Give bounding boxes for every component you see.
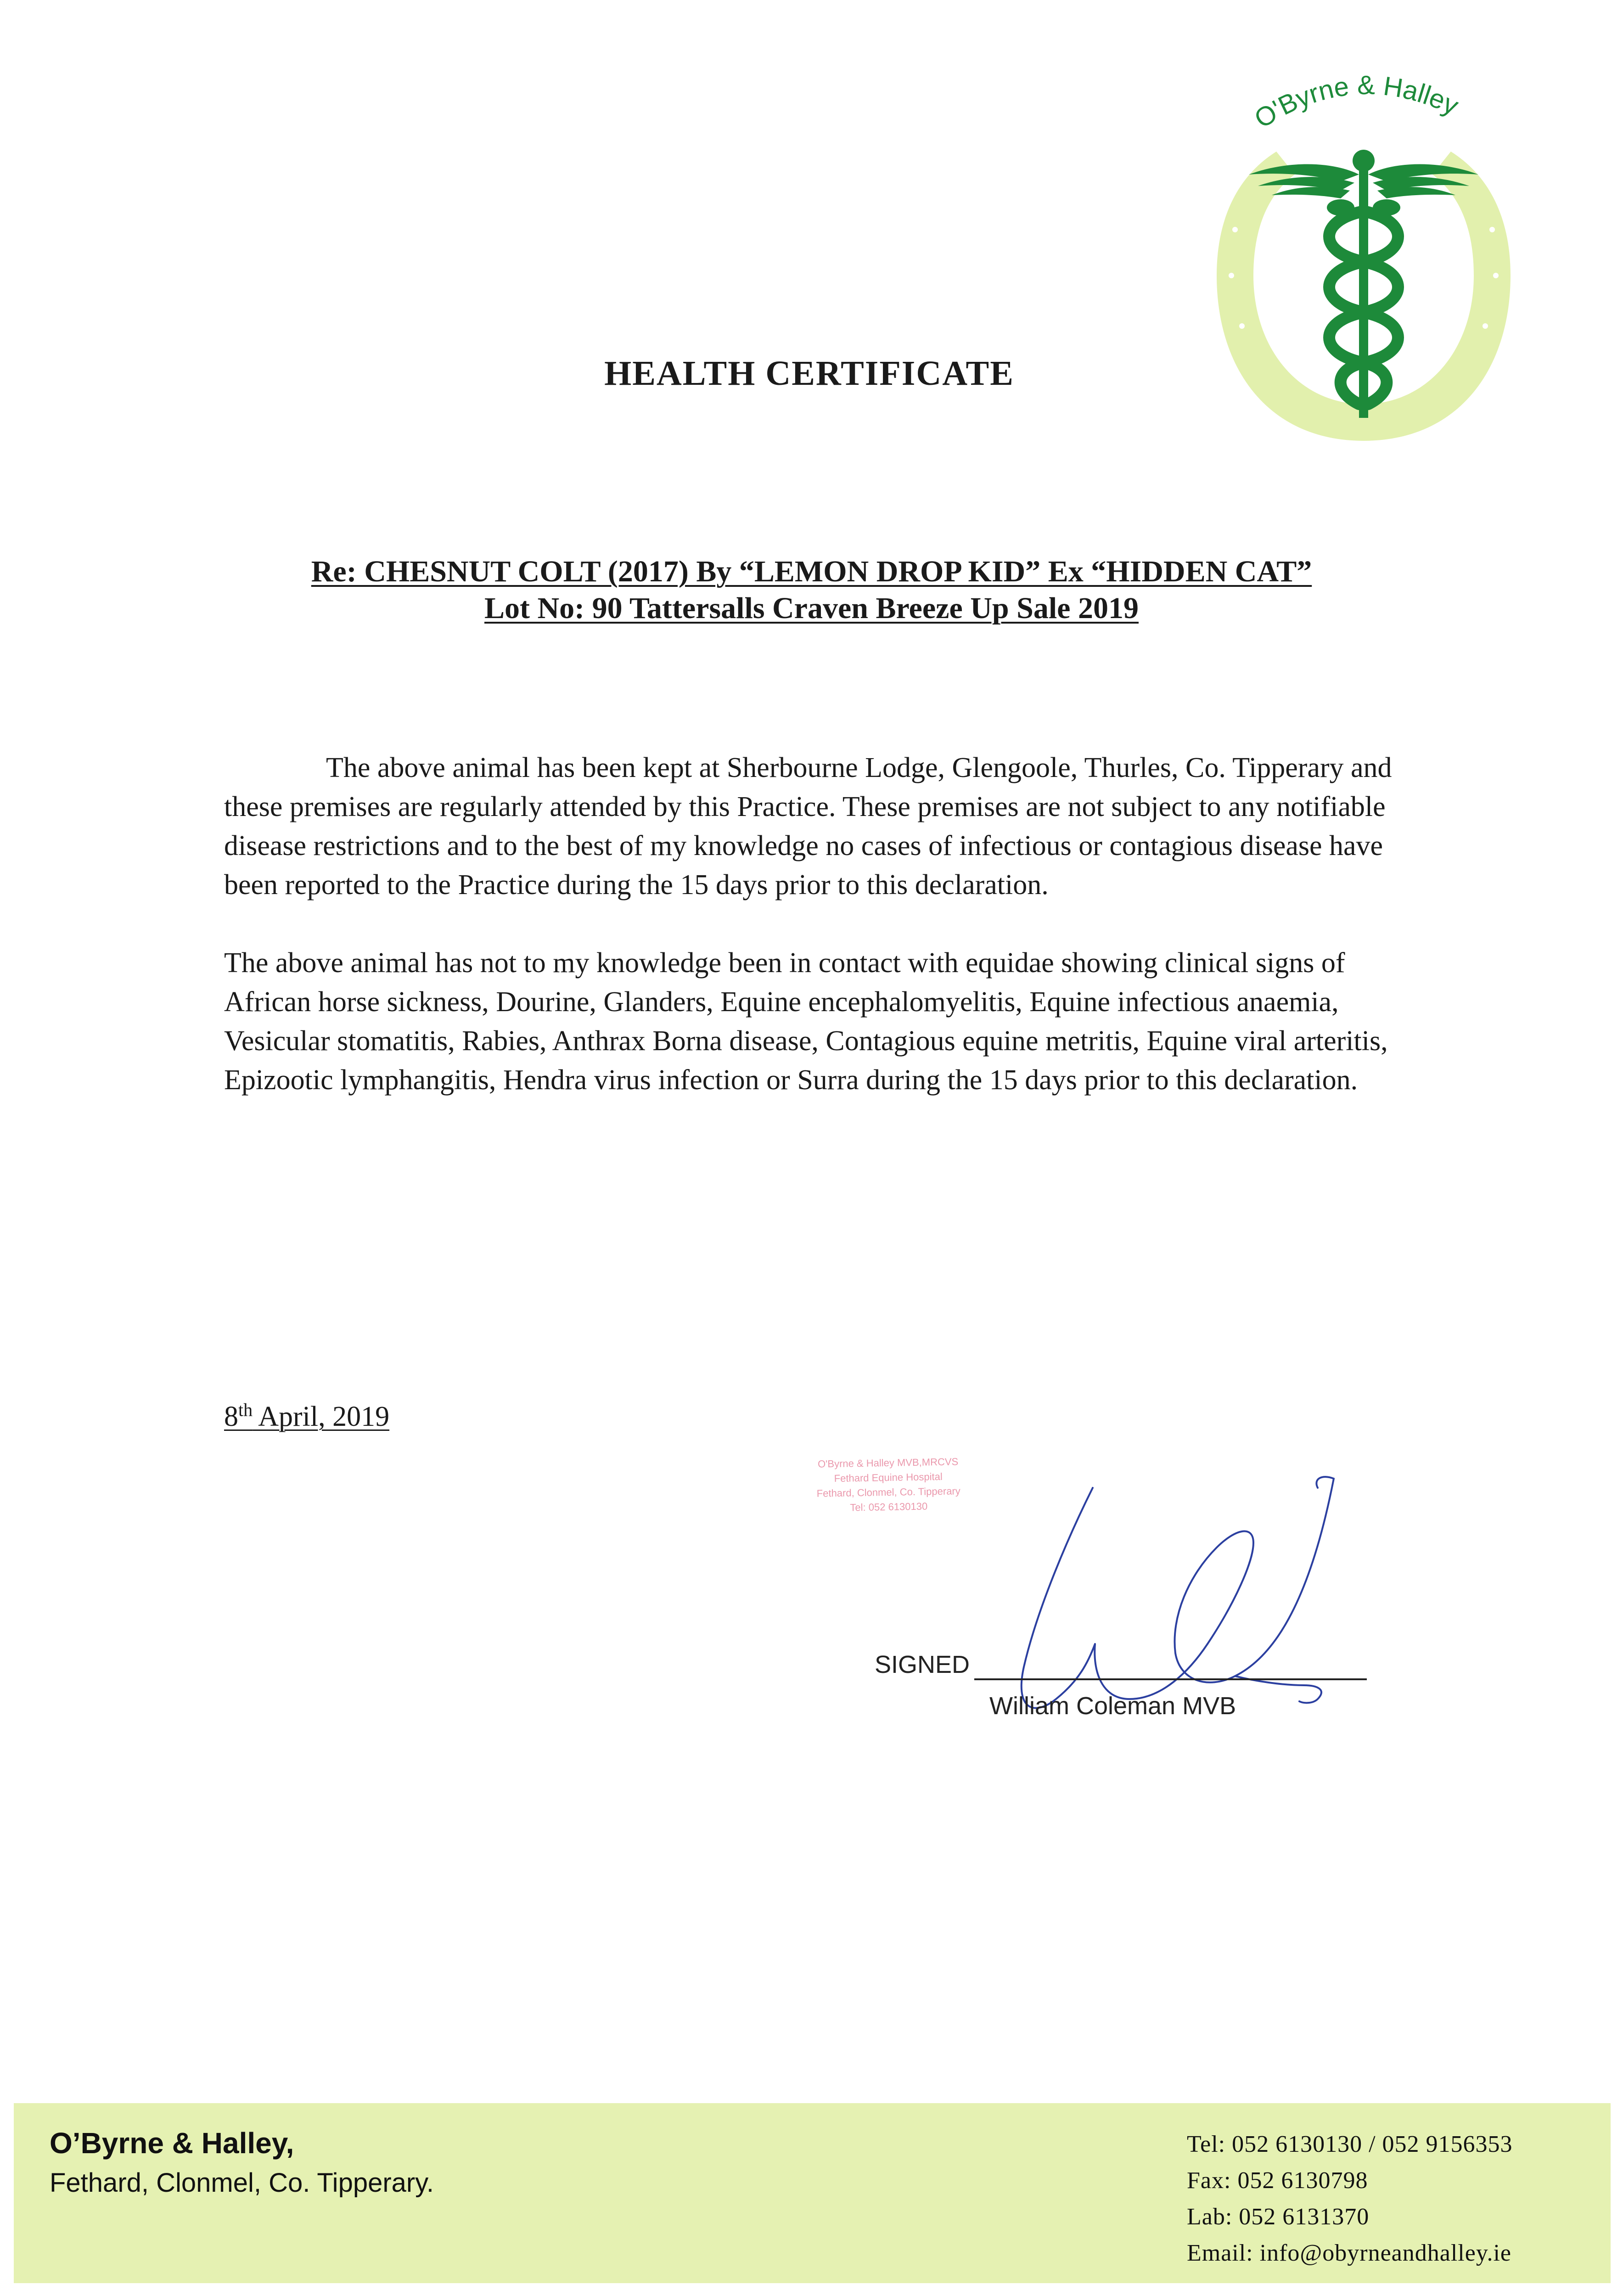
signer-name: William Coleman MVB	[989, 1692, 1236, 1720]
stamp-line-1: O'Byrne & Halley MVB,MRCVS	[817, 1456, 959, 1470]
footer-tel: Tel: 052 6130130 / 052 9156353	[1187, 2131, 1513, 2157]
date-day: 8	[224, 1401, 238, 1432]
certificate-date	[224, 1398, 389, 1435]
signed-label: SIGNED	[875, 1651, 970, 1678]
footer-practice-name: O’Byrne & Halley,	[50, 2127, 294, 2160]
date-rest: April, 2019	[253, 1401, 390, 1432]
footer-contacts	[1187, 2126, 1513, 2271]
svg-text:O'Byrne & Halley	[1249, 70, 1463, 134]
document-title: HEALTH CERTIFICATE	[604, 354, 1014, 393]
logo-text: O'Byrne & Halley	[1249, 70, 1463, 134]
date-suffix: th	[238, 1399, 253, 1420]
footer-fax: Fax: 052 6130798	[1187, 2167, 1368, 2194]
subject-line-lot: Lot No: 90 Tattersalls Craven Breeze Up Sale 2019	[484, 591, 1139, 625]
body-paragraph-contact: The above animal has not to my knowledge been in contact with equidae showing clinical signs of African horse sickness, Dourine, Glanders, Equine encephalomyelitis, Equine infectious anaemia, Vesicular stomatitis, Rabies, Anthrax Borna disease, Contagious equine metritis, Equine viral arteritis, Epizootic lymphangitis, Hendra virus infection or Surra during the 15 days prior to this declaration.	[224, 947, 1388, 1096]
certificate-body	[224, 748, 1399, 1100]
stamp-line-3: Fethard, Clonmel, Co. Tipperary	[816, 1485, 960, 1499]
body-paragraph-premises: The above animal has been kept at Sherbourne Lodge, Glengoole, Thurles, Co. Tipperary and these premises are regularly attended by this Practice. These premises are not subject to any notifiable disease restrictions and to the best of my knowledge no cases of infectious or contagious disease have been reported to the Practice during the 15 days prior to this declaration.	[224, 752, 1392, 900]
footer-email: Email: info@obyrneandhalley.ie	[1187, 2240, 1511, 2266]
footer-lab: Lab: 052 6131370	[1187, 2204, 1370, 2230]
subject-line-horse: Re: CHESNUT COLT (2017) By “LEMON DROP KID” Ex “HIDDEN CAT”	[311, 555, 1312, 588]
signature-line	[974, 1678, 1367, 1680]
stamp-line-4: Tel: 052 6130130	[850, 1500, 928, 1514]
subject-heading	[0, 553, 1623, 627]
footer-address: Fethard, Clonmel, Co. Tipperary.	[50, 2168, 434, 2198]
practice-stamp	[780, 1454, 997, 1516]
handwritten-signature	[996, 1469, 1345, 1727]
stamp-line-2: Fethard Equine Hospital	[834, 1470, 943, 1485]
